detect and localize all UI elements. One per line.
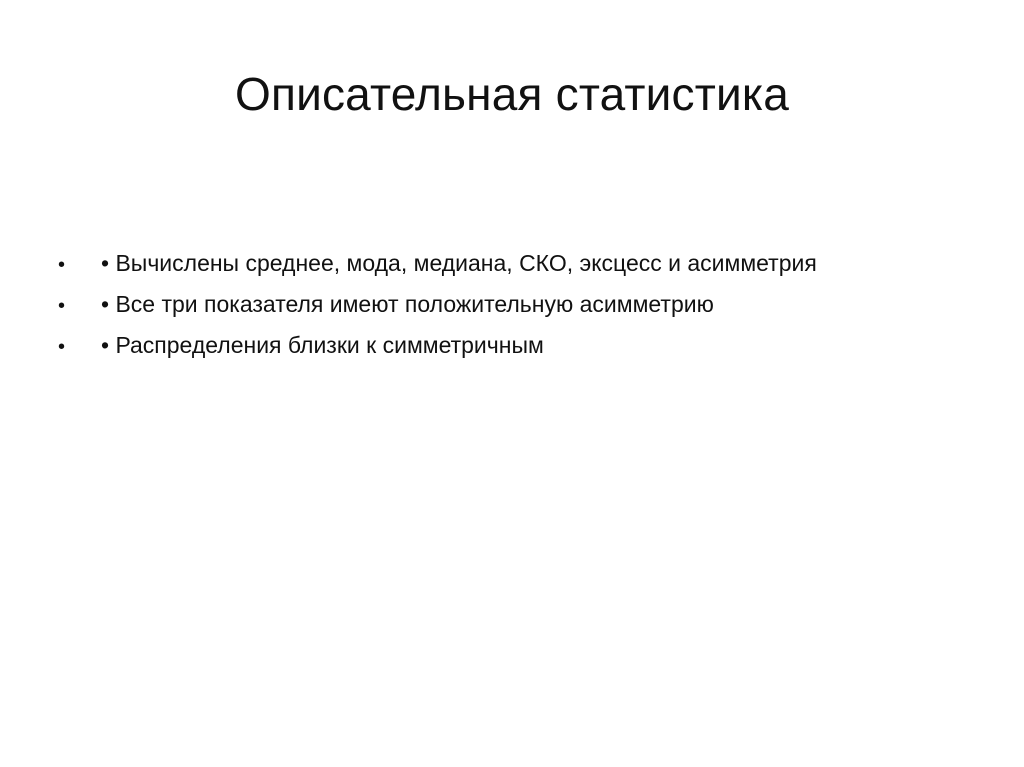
bullet-marker: • bbox=[58, 254, 66, 276]
bullet-item-descriptive-statistics bbox=[58, 246, 988, 287]
bullet-text: • Все три показателя имеют положительную асимметрию bbox=[101, 291, 714, 317]
bullet-item-positive-asymmetry bbox=[58, 287, 988, 328]
bullet-text: • Распределения близки к симметричным bbox=[101, 332, 544, 358]
bullet-marker: • bbox=[58, 336, 66, 358]
bullet-list bbox=[58, 246, 988, 369]
bullet-marker: • bbox=[58, 295, 66, 317]
bullet-text: • Вычислены среднее, мода, медиана, СКО, эксцесс и асимметрия bbox=[101, 250, 817, 276]
slide-title: Описательная статистика bbox=[234, 68, 790, 120]
bullet-item-near-symmetric bbox=[58, 328, 988, 369]
